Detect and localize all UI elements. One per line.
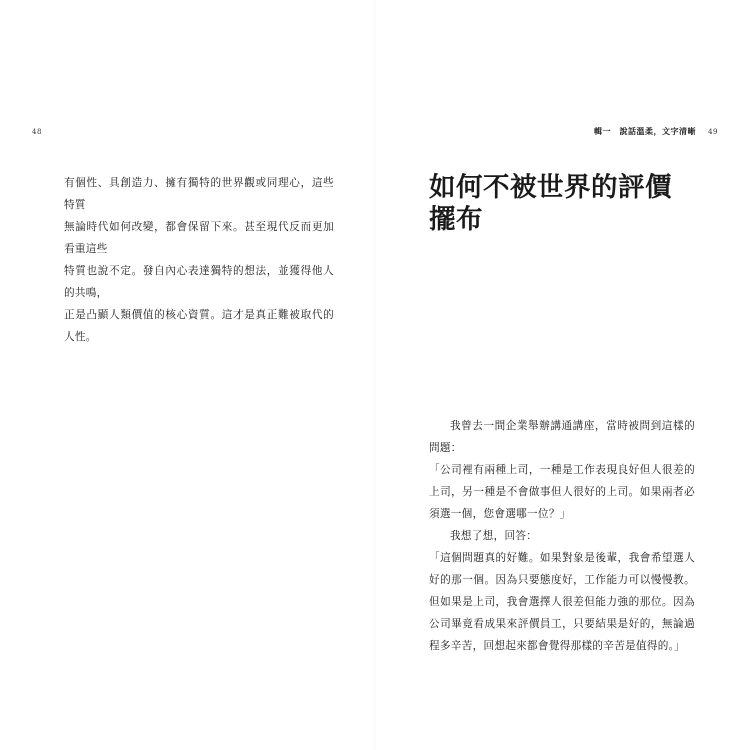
text-line: 有個性、具創造力、擁有獨特的世界觀或同理心，這些特質 (64, 177, 334, 211)
quote-paragraph: 「這個問題真的好難。如果對象是後輩，我會希望選人好的那一個。因為只要態度好，工作能力可以慢慢教。但如果是上司，我會選擇人很差但能力強的那位。因為公司畢竟看成果來評價員工，只要結果是好的，無論過程多辛苦，回想起來都會覺得那樣的辛苦是值得的。」 (429, 552, 695, 652)
paragraph: 我曾去一間企業舉辦講通講座，當時被問到這樣的問題： (429, 420, 695, 454)
page-number: 49 (708, 128, 718, 136)
chapter-title-line: 擺布 (429, 204, 483, 235)
body-text (429, 415, 695, 657)
body-text (64, 172, 334, 348)
right-page (375, 0, 750, 750)
text-line: 無論時代如何改變，都會保留下來。甚至現代反而更加看重這些 (64, 221, 334, 255)
text-line: 正是凸顯人類價值的核心資質。這才是真正難被取代的人性。 (64, 309, 334, 343)
quote-paragraph: 「公司裡有兩種上司，一種是工作表現良好但人很差的上司，另一種是不會做事但人很好的上司。如果兩者必須選一個，您會選哪一位？」 (429, 464, 695, 520)
page-number: 48 (32, 128, 42, 136)
running-head: 輯一 說話溫柔，文字清晰 (594, 126, 696, 136)
paragraph: 我想了想，回答： (450, 530, 538, 542)
text-line: 特質也說不定。發自內心表達獨特的想法，並獲得他人的共鳴， (64, 265, 334, 299)
chapter-title (429, 172, 689, 236)
chapter-title-line: 如何不被世界的評價 (429, 172, 672, 203)
